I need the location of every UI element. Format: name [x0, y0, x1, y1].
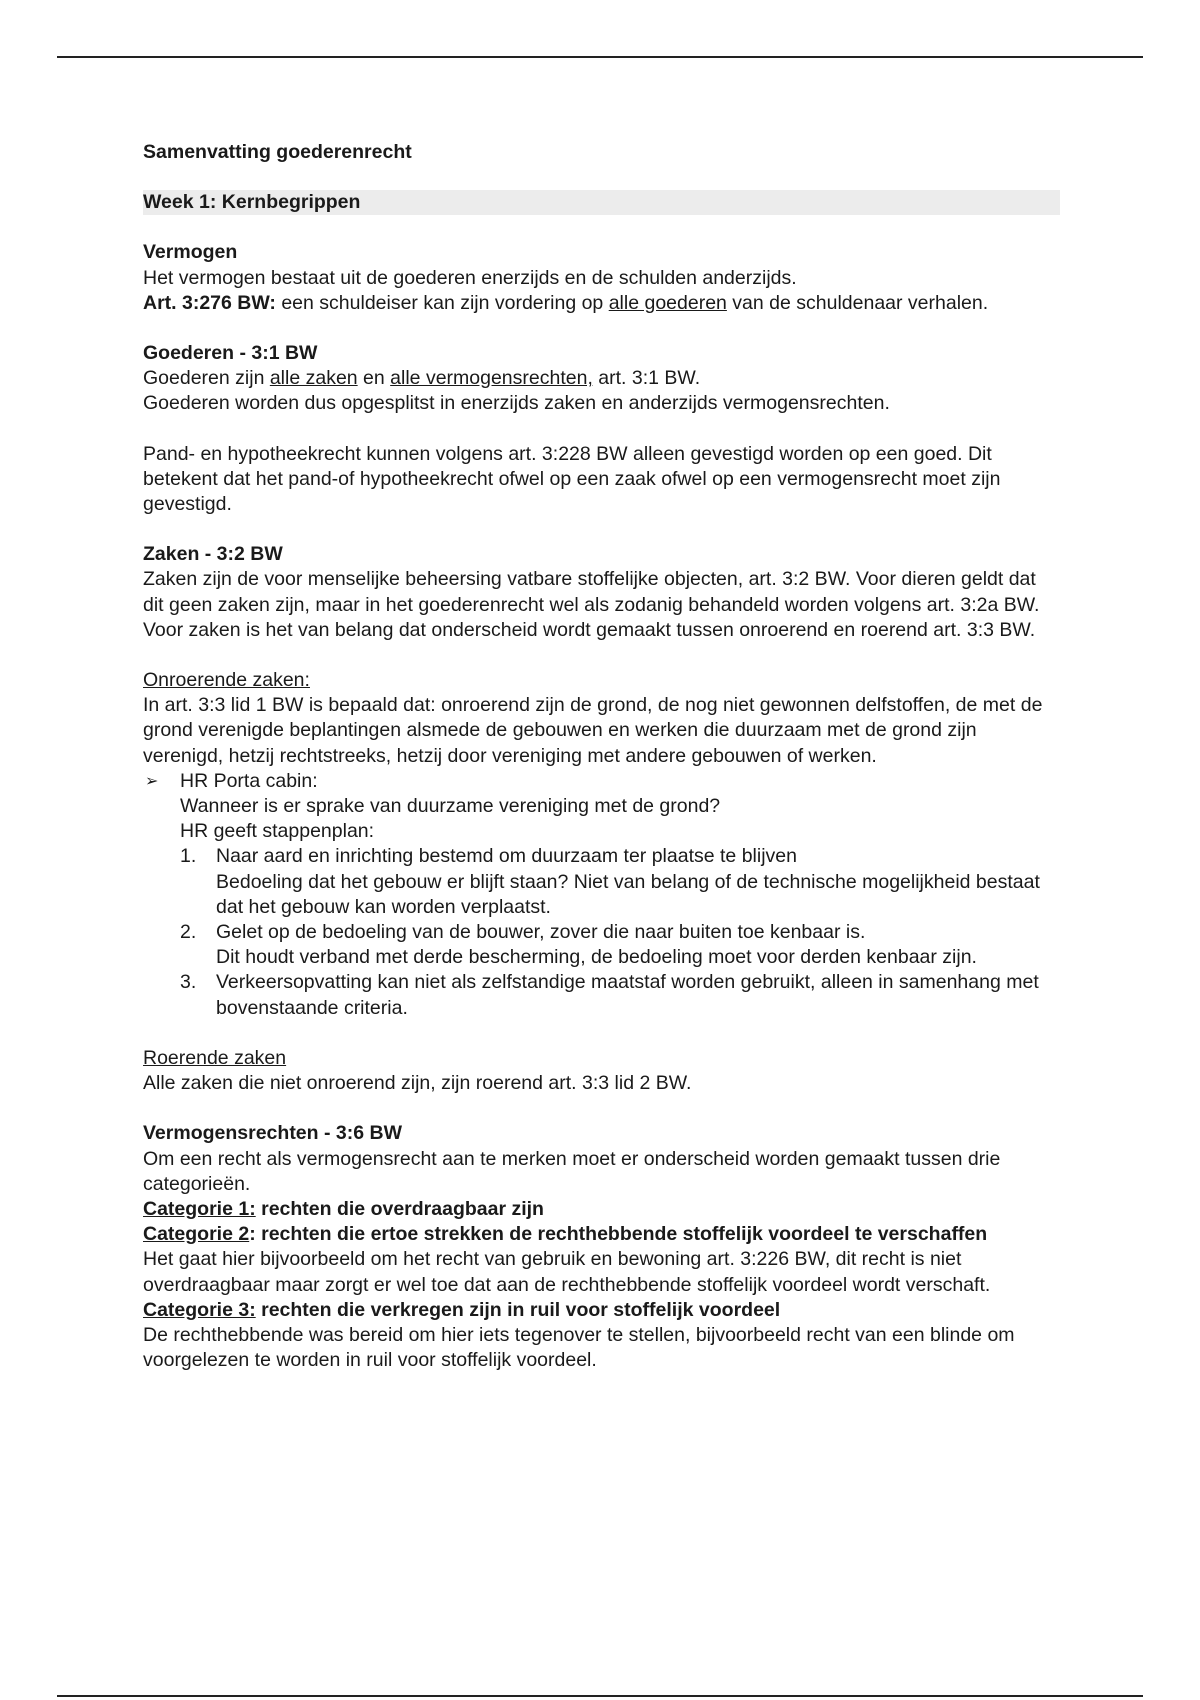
onroerend-heading: Onroerende zaken: — [143, 669, 310, 692]
list-item: 3. Verkeersopvatting kan niet als zelfstandige maatstaf worden gebruikt, alleen in samenhang met bovenstaande criteria. — [180, 971, 1039, 1019]
categorie-1: Categorie 1: rechten die overdraagbaar zijn — [143, 1197, 544, 1220]
vermogensrechten-intro: Om een recht als vermogensrecht aan te merken moet er onderscheid worden gemaakt tussen drie categorieën. — [143, 1147, 1001, 1195]
categorie-2-para: Het gaat hier bijvoorbeeld om het recht van gebruik en bewoning art. 3:226 BW, dit recht is niet overdraagbaar maar zorgt er wel toe dat aan de rechthebbende stoffelijk voordeel wordt verschaft. — [143, 1248, 991, 1296]
top-rule — [57, 56, 1143, 58]
zaken-para: Zaken zijn de voor menselijke beheersing vatbare stoffelijke objecten, art. 3:2 BW. Voor dieren geldt dat dit geen zaken zijn, maar in het goederenrecht wel als zodanig behandeld worden volgens art. 3:2a BW. Voor zaken is het van belang dat onderscheid wordt gemaakt tussen onroerend en roerend art. 3:3 BW. — [143, 568, 1040, 641]
goederen-para2: Pand- en hypotheekrecht kunnen volgens art. 3:228 BW alleen gevestigd worden op een goed. Dit betekent dat het pand-of hypotheekrecht ofwel op een zaak ofwel op een vermogensrecht moet zijn gevestigd. — [143, 442, 1001, 516]
vermogen-art: Art. 3:276 BW: een schuldeiser kan zijn vordering op alle goederen van de schuldenaar verhalen. — [143, 291, 989, 314]
roerend-heading: Roerende zaken — [143, 1046, 287, 1069]
zaken-heading: Zaken - 3:2 BW — [143, 543, 283, 566]
categorie-3: Categorie 3: rechten die verkregen zijn in ruil voor stoffelijk voordeel — [143, 1298, 781, 1321]
categorie-2: Categorie 2: rechten die ertoe strekken de rechthebbende stoffelijk voordeel te verschaffen — [143, 1223, 988, 1246]
week-heading: Week 1: Kernbegrippen — [143, 190, 1060, 215]
art-label: Art. 3:276 BW: — [143, 291, 276, 314]
roerend-line: Alle zaken die niet onroerend zijn, zijn roerend art. 3:3 lid 2 BW. — [143, 1072, 692, 1095]
onroerend-para: In art. 3:3 lid 1 BW is bepaald dat: onroerend zijn de grond, de nog niet gewonnen delfstoffen, de met de grond verenigde beplantingen alsmede de gebouwen en werken die duurzaam met de grond zijn verenigd, hetzij rechtstreeks, hetzij door vereniging met andere gebouwen of werken. — [143, 694, 1043, 767]
goederen-line1: Goederen zijn alle zaken en alle vermogensrechten, art. 3:1 BW. — [143, 367, 701, 390]
goederen-line2: Goederen worden dus opgesplitst in enerzijds zaken en anderzijds vermogensrechten. — [143, 392, 890, 415]
arrow-bullet-icon: ➢ — [145, 772, 159, 790]
vermogensrechten-heading: Vermogensrechten - 3:6 BW — [143, 1122, 402, 1145]
document-body — [143, 140, 1058, 1373]
bullet-porta-cabin: ➢ HR Porta cabin: Wanneer is er sprake van duurzame vereniging met de grond? HR geeft stappenplan: — [145, 769, 721, 843]
doc-title: Samenvatting goederenrecht — [143, 141, 412, 163]
vermogen-line: Het vermogen bestaat uit de goederen enerzijds en de schulden anderzijds. — [143, 266, 797, 289]
bottom-rule — [57, 1695, 1143, 1697]
list-item: 1. Naar aard en inrichting bestemd om duurzaam ter plaatse te blijven Bedoeling dat het gebouw er blijft staan? Niet van belang of de technische mogelijkheid bestaat dat het gebouw kan worden verplaatst. — [180, 845, 1040, 918]
steps-list — [143, 844, 1058, 1020]
list-item: 2. Gelet op de bedoeling van de bouwer, zover die naar buiten toe kenbaar is. Dit houdt verband met derde bescherming, de bedoeling moet voor derden kenbaar zijn. — [180, 921, 977, 969]
underlined-term: alle goederen — [608, 291, 727, 314]
categorie-3-para: De rechthebbende was bereid om hier iets tegenover te stellen, bijvoorbeeld recht van een blinde om voorgelezen te worden in ruil voor stoffelijk voordeel. — [143, 1323, 1015, 1372]
goederen-heading: Goederen - 3:1 BW — [143, 342, 318, 365]
vermogen-heading: Vermogen — [143, 241, 238, 264]
